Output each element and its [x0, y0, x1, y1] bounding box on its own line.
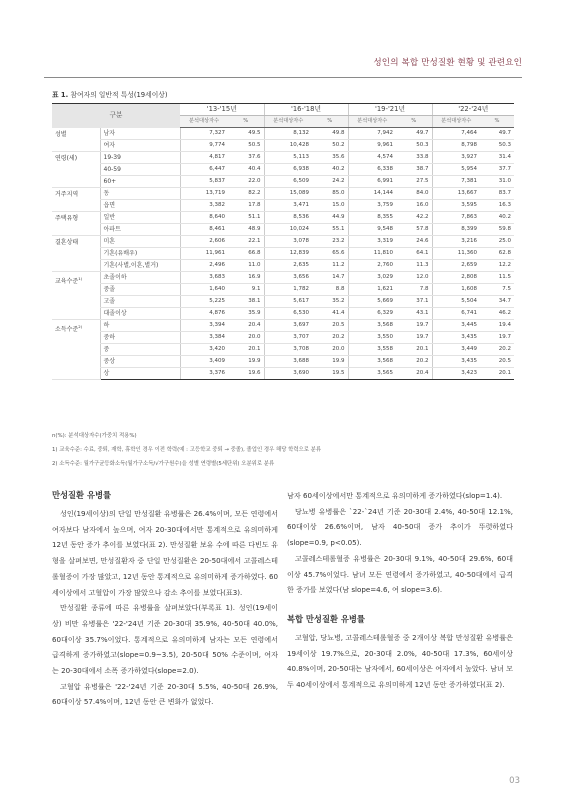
table-row	[52, 308, 514, 320]
category-cell	[52, 152, 100, 188]
percent-cell: 83.7	[480, 188, 514, 200]
table-row	[52, 200, 514, 212]
count-cell: 5,669	[348, 296, 396, 308]
count-cell: 3,568	[348, 320, 396, 332]
table-row	[52, 320, 514, 332]
percent-cell: 20.2	[396, 356, 432, 368]
count-cell: 2,635	[264, 260, 312, 272]
sub-header-pct: %	[480, 116, 514, 128]
percent-cell: 23.2	[312, 236, 348, 248]
table-row	[52, 176, 514, 188]
paragraph: 당뇨병 유병률은 `22-`24년 기준 20-30대 2.4%, 40-50대 12.1%, 60대이상 26.6%이며, 남자 40-50대 증가 추이가 뚜렷하였다(slope=0.9, p<0.05).	[287, 506, 513, 548]
table-note: 2) 소득수준: 월가구균등화소득(월가구소득/√가구원수)을 성별 연령별(5세단위) 오분위로 분류	[52, 461, 275, 467]
section-title: 만성질환 유병률	[52, 490, 111, 500]
percent-cell: 12.2	[480, 260, 514, 272]
body-column-right	[287, 488, 513, 693]
category-cell	[52, 236, 100, 272]
category-label: 거주지역	[55, 191, 79, 198]
count-cell: 5,225	[180, 296, 228, 308]
percent-cell: 82.2	[228, 188, 264, 200]
running-header-title: 성인의 복합 만성질환 현황 및 관련요인	[373, 58, 522, 68]
count-cell: 6,530	[264, 308, 312, 320]
subcategory-label: 60+	[100, 176, 180, 188]
count-cell: 7,327	[180, 128, 228, 140]
percent-cell: 20.0	[312, 344, 348, 356]
percent-cell: 16.0	[396, 200, 432, 212]
percent-cell: 65.6	[312, 248, 348, 260]
table-caption-text: 참여자의 일반적 특성(19세이상)	[70, 91, 168, 99]
period-header: '19-'21년	[348, 104, 432, 116]
percent-cell: 50.3	[396, 140, 432, 152]
count-cell: 6,938	[264, 164, 312, 176]
sub-header-n: 분석대상자수	[348, 116, 396, 128]
table-row	[52, 296, 514, 308]
percent-cell: 22.0	[228, 176, 264, 188]
count-cell: 5,617	[264, 296, 312, 308]
count-cell: 8,461	[180, 224, 228, 236]
table-row	[52, 140, 514, 152]
subcategory-label: 초졸이하	[100, 272, 180, 284]
percent-cell: 20.1	[480, 368, 514, 380]
percent-cell: 40.2	[480, 212, 514, 224]
category-label: 연령(세)	[55, 155, 78, 162]
percent-cell: 11.2	[312, 260, 348, 272]
percent-cell: 11.3	[396, 260, 432, 272]
sub-header-pct: %	[228, 116, 264, 128]
body-column-left	[52, 488, 278, 710]
percent-cell: 49.8	[312, 128, 348, 140]
footnote-marker: 1)	[78, 276, 83, 281]
percent-cell: 35.2	[312, 296, 348, 308]
percent-cell: 7.5	[480, 284, 514, 296]
count-cell: 3,409	[180, 356, 228, 368]
percent-cell: 20.5	[480, 356, 514, 368]
percent-cell: 25.0	[480, 236, 514, 248]
percent-cell: 8.8	[312, 284, 348, 296]
count-cell: 3,568	[348, 356, 396, 368]
table-caption	[52, 89, 167, 99]
count-cell: 8,640	[180, 212, 228, 224]
sub-header-n: 분석대상자수	[180, 116, 228, 128]
percent-cell: 35.6	[312, 152, 348, 164]
category-label: 소득수준	[55, 326, 79, 333]
percent-cell: 43.1	[396, 308, 432, 320]
sub-header-pct: %	[312, 116, 348, 128]
sub-header-n: 분석대상자수	[264, 116, 312, 128]
paragraph: 고혈압 유병률은 '22-'24년 기준 20-30대 5.5%, 40-50대 26.9%, 60대이상 57.4%이며, 12년 동안 큰 변화가 없었다.	[52, 681, 278, 707]
count-cell: 13,719	[180, 188, 228, 200]
count-cell: 5,113	[264, 152, 312, 164]
count-cell: 3,384	[180, 332, 228, 344]
subcategory-label: 남자	[100, 128, 180, 140]
percent-cell: 22.1	[228, 236, 264, 248]
percent-cell: 19.9	[228, 356, 264, 368]
count-cell: 9,548	[348, 224, 396, 236]
percent-cell: 7.8	[396, 284, 432, 296]
table-row	[52, 272, 514, 284]
percent-cell: 66.8	[228, 248, 264, 260]
category-cell	[52, 188, 100, 212]
percent-cell: 11.5	[480, 272, 514, 284]
table-label: 표 1.	[52, 91, 69, 99]
count-cell: 3,029	[348, 272, 396, 284]
count-cell: 3,697	[264, 320, 312, 332]
header-rule	[44, 77, 522, 78]
percent-cell: 16.9	[228, 272, 264, 284]
count-cell: 3,420	[180, 344, 228, 356]
count-cell: 10,024	[264, 224, 312, 236]
percent-cell: 12.0	[396, 272, 432, 284]
paragraph: 성인(19세이상)의 단일 만성질환 유병률은 26.4%이며, 모든 연령에서 여자보다 남자에서 높으며, 여자 20-30대에서만 통계적으로 유의미하게 12년 동안 증가 추이를 보였다(표 2). 만성질환 보유 수에 따른 다빈도 유형을 살펴보면, 만성질환자 중 단일 만성질환은 20-50대에서 고콜레스테롤혈증이 가장 많았고, 12년 동안 통계적으로 유의미하게 증가하였다. 60세이상에서 고혈압이 가장 많았으나 감소 추이를 보였다(표3).	[52, 509, 278, 597]
percent-cell: 9.1	[228, 284, 264, 296]
percent-cell: 51.1	[228, 212, 264, 224]
percent-cell: 31.4	[480, 152, 514, 164]
category-cell	[52, 128, 100, 152]
percent-cell: 24.6	[396, 236, 432, 248]
count-cell: 6,338	[348, 164, 396, 176]
percent-cell: 15.0	[312, 200, 348, 212]
table-row	[52, 164, 514, 176]
count-cell: 2,606	[180, 236, 228, 248]
period-header: '22-'24년	[432, 104, 514, 116]
subcategory-label: 중	[100, 344, 180, 356]
count-cell: 3,435	[432, 356, 480, 368]
count-cell: 6,741	[432, 308, 480, 320]
percent-cell: 20.1	[396, 344, 432, 356]
percent-cell: 37.7	[480, 164, 514, 176]
percent-cell: 48.9	[228, 224, 264, 236]
paragraph: 만성질환 종류에 따른 유병률을 살펴보았다(부록표 1). 성인(19세이상) 비만 유병률은 '22-'24년 기준 20-30대 35.9%, 40-50대 40.0%, 60대이상 35.7%이었다. 통계적으로 유의미하게 남자는 모든 연령에서 급격하게 증가하였고(slope=0.9~3.5), 20-50대 50% 수준이며, 여자는 20-30대에서 소폭 증가하였다(slope=2.0).	[52, 603, 278, 676]
count-cell: 3,449	[432, 344, 480, 356]
subcategory-label: 일반	[100, 212, 180, 224]
percent-cell: 84.0	[396, 188, 432, 200]
subcategory-label: 미혼	[100, 236, 180, 248]
subcategory-label: 동	[100, 188, 180, 200]
count-cell: 8,132	[264, 128, 312, 140]
count-cell: 8,399	[432, 224, 480, 236]
table-head-group: 구분	[52, 104, 180, 128]
count-cell: 3,683	[180, 272, 228, 284]
count-cell: 3,927	[432, 152, 480, 164]
count-cell: 3,550	[348, 332, 396, 344]
count-cell: 2,760	[348, 260, 396, 272]
percent-cell: 62.8	[480, 248, 514, 260]
percent-cell: 19.7	[396, 332, 432, 344]
count-cell: 9,774	[180, 140, 228, 152]
count-cell: 3,376	[180, 368, 228, 380]
subcategory-label: 아파트	[100, 224, 180, 236]
table-row	[52, 236, 514, 248]
percent-cell: 37.1	[396, 296, 432, 308]
count-cell: 8,536	[264, 212, 312, 224]
count-cell: 7,863	[432, 212, 480, 224]
percent-cell: 19.5	[312, 368, 348, 380]
count-cell: 3,707	[264, 332, 312, 344]
percent-cell: 57.8	[396, 224, 432, 236]
count-cell: 1,782	[264, 284, 312, 296]
percent-cell: 19.9	[312, 356, 348, 368]
count-cell: 3,656	[264, 272, 312, 284]
sub-header-n: 분석대상자수	[432, 116, 480, 128]
period-header: '16-'18년	[264, 104, 348, 116]
category-label: 성별	[55, 130, 67, 138]
table-row	[52, 248, 514, 260]
subcategory-label: 중졸	[100, 284, 180, 296]
count-cell: 3,558	[348, 344, 396, 356]
count-cell: 2,808	[432, 272, 480, 284]
percent-cell: 20.2	[480, 344, 514, 356]
table-row	[52, 188, 514, 200]
percent-cell: 38.7	[396, 164, 432, 176]
paragraph: 고혈압, 당뇨병, 고콜레스테롤혈증 중 2개이상 복합 만성질환 유병률은 19세이상 19.7%으로, 20-30대 2.0%, 40-50대 17.3%, 60세이상 40.8%이며, 20-50대는 남자에서, 60세이상은 여자에서 높았다. 남녀 모두 40세이상에서 통계적으로 유의미하게 12년 동안 증가하였다(표 2).	[287, 632, 513, 690]
subcategory-label: 여자	[100, 140, 180, 152]
percent-cell: 38.1	[228, 296, 264, 308]
count-cell: 3,435	[432, 332, 480, 344]
count-cell: 11,961	[180, 248, 228, 260]
count-cell: 5,954	[432, 164, 480, 176]
percent-cell: 19.6	[228, 368, 264, 380]
section-title: 복합 만성질환 유병률	[287, 613, 365, 624]
subcategory-label: 하	[100, 320, 180, 332]
count-cell: 3,394	[180, 320, 228, 332]
count-cell: 7,942	[348, 128, 396, 140]
count-cell: 3,708	[264, 344, 312, 356]
percent-cell: 20.1	[228, 344, 264, 356]
count-cell: 6,991	[348, 176, 396, 188]
count-cell: 11,360	[432, 248, 480, 260]
table-row	[52, 260, 514, 272]
percent-cell: 16.3	[480, 200, 514, 212]
percent-cell: 20.2	[312, 332, 348, 344]
percent-cell: 20.0	[228, 332, 264, 344]
table-row	[52, 212, 514, 224]
count-cell: 3,565	[348, 368, 396, 380]
count-cell: 4,876	[180, 308, 228, 320]
count-cell: 11,810	[348, 248, 396, 260]
percent-cell: 59.8	[480, 224, 514, 236]
percent-cell: 19.7	[480, 332, 514, 344]
count-cell: 3,759	[348, 200, 396, 212]
percent-cell: 34.7	[480, 296, 514, 308]
table-row	[52, 356, 514, 368]
subcategory-label: 대졸이상	[100, 308, 180, 320]
count-cell: 2,659	[432, 260, 480, 272]
subcategory-label: 상	[100, 368, 180, 380]
percent-cell: 37.6	[228, 152, 264, 164]
count-cell: 6,329	[348, 308, 396, 320]
count-cell: 1,621	[348, 284, 396, 296]
percent-cell: 85.0	[312, 188, 348, 200]
count-cell: 12,839	[264, 248, 312, 260]
count-cell: 5,504	[432, 296, 480, 308]
table-row	[52, 152, 514, 164]
count-cell: 8,798	[432, 140, 480, 152]
count-cell: 3,690	[264, 368, 312, 380]
percent-cell: 19.4	[480, 320, 514, 332]
count-cell: 2,496	[180, 260, 228, 272]
category-label: 교육수준	[55, 278, 79, 285]
percent-cell: 50.3	[480, 140, 514, 152]
count-cell: 4,817	[180, 152, 228, 164]
count-cell: 6,509	[264, 176, 312, 188]
category-label: 결혼상태	[55, 239, 79, 246]
percent-cell: 50.5	[228, 140, 264, 152]
sub-header-pct: %	[396, 116, 432, 128]
count-cell: 3,471	[264, 200, 312, 212]
category-cell	[52, 320, 100, 380]
table-row	[52, 344, 514, 356]
percent-cell: 42.2	[396, 212, 432, 224]
count-cell: 3,078	[264, 236, 312, 248]
count-cell: 4,574	[348, 152, 396, 164]
count-cell: 3,382	[180, 200, 228, 212]
percent-cell: 24.2	[312, 176, 348, 188]
category-label: 주택유형	[55, 215, 79, 222]
percent-cell: 44.9	[312, 212, 348, 224]
percent-cell: 19.7	[396, 320, 432, 332]
subcategory-label: 고졸	[100, 296, 180, 308]
table-note: n(%): 분석대상자수(가중치 적용%)	[52, 433, 137, 439]
table-row	[52, 224, 514, 236]
percent-cell: 40.4	[228, 164, 264, 176]
count-cell: 14,144	[348, 188, 396, 200]
subcategory-label: 중하	[100, 332, 180, 344]
count-cell: 3,423	[432, 368, 480, 380]
count-cell: 13,667	[432, 188, 480, 200]
percent-cell: 49.5	[228, 128, 264, 140]
category-cell	[52, 272, 100, 320]
percent-cell: 20.5	[312, 320, 348, 332]
count-cell: 3,319	[348, 236, 396, 248]
percent-cell: 49.7	[480, 128, 514, 140]
percent-cell: 20.4	[396, 368, 432, 380]
table-row	[52, 368, 514, 380]
category-cell	[52, 212, 100, 236]
subcategory-label: 기혼(사별,이혼,별거)	[100, 260, 180, 272]
count-cell: 9,961	[348, 140, 396, 152]
paragraph: 고콜레스테롤혈증 유병률은 20-30대 9.1%, 40-50대 29.6%, 60대이상 45.7%이었다. 남녀 모든 연령에서 증가하였고, 40-50대에서 급격한 증가를 보였다(남 slope=4.6, 여 slope=3.6).	[287, 553, 513, 595]
count-cell: 3,595	[432, 200, 480, 212]
count-cell: 10,428	[264, 140, 312, 152]
count-cell: 6,447	[180, 164, 228, 176]
paragraph: 남자 60세이상에서만 통계적으로 유의미하게 증가하였다(slop=1.4).	[287, 491, 503, 500]
count-cell: 1,640	[180, 284, 228, 296]
percent-cell: 11.0	[228, 260, 264, 272]
percent-cell: 50.2	[312, 140, 348, 152]
percent-cell: 20.4	[228, 320, 264, 332]
percent-cell: 14.7	[312, 272, 348, 284]
count-cell: 3,216	[432, 236, 480, 248]
footnote-marker: 2)	[78, 324, 83, 329]
subcategory-label: 읍면	[100, 200, 180, 212]
subcategory-label: 40-59	[100, 164, 180, 176]
page-number: 03	[509, 776, 520, 786]
period-header: '13-'15년	[180, 104, 264, 116]
count-cell: 7,381	[432, 176, 480, 188]
count-cell: 3,688	[264, 356, 312, 368]
count-cell: 1,608	[432, 284, 480, 296]
percent-cell: 27.5	[396, 176, 432, 188]
percent-cell: 31.0	[480, 176, 514, 188]
table-notes	[52, 429, 321, 471]
percent-cell: 41.4	[312, 308, 348, 320]
table-row	[52, 332, 514, 344]
subcategory-label: 19-39	[100, 152, 180, 164]
table-row	[52, 284, 514, 296]
percent-cell: 35.9	[228, 308, 264, 320]
table-note: 1) 교육수준: 수료, 중퇴, 재학, 휴학인 경우 이전 학력(예 : 고등학교 중퇴 → 중졸), 졸업인 경우 해당 학력으로 분류	[52, 447, 322, 453]
count-cell: 15,089	[264, 188, 312, 200]
percent-cell: 40.2	[312, 164, 348, 176]
percent-cell: 49.7	[396, 128, 432, 140]
count-cell: 8,355	[348, 212, 396, 224]
count-cell: 3,445	[432, 320, 480, 332]
characteristics-table	[52, 103, 514, 380]
percent-cell: 46.2	[480, 308, 514, 320]
percent-cell: 17.8	[228, 200, 264, 212]
percent-cell: 55.1	[312, 224, 348, 236]
count-cell: 5,837	[180, 176, 228, 188]
table-row	[52, 128, 514, 140]
subcategory-label: 중상	[100, 356, 180, 368]
percent-cell: 33.8	[396, 152, 432, 164]
percent-cell: 64.1	[396, 248, 432, 260]
count-cell: 7,464	[432, 128, 480, 140]
subcategory-label: 기혼(유배우)	[100, 248, 180, 260]
